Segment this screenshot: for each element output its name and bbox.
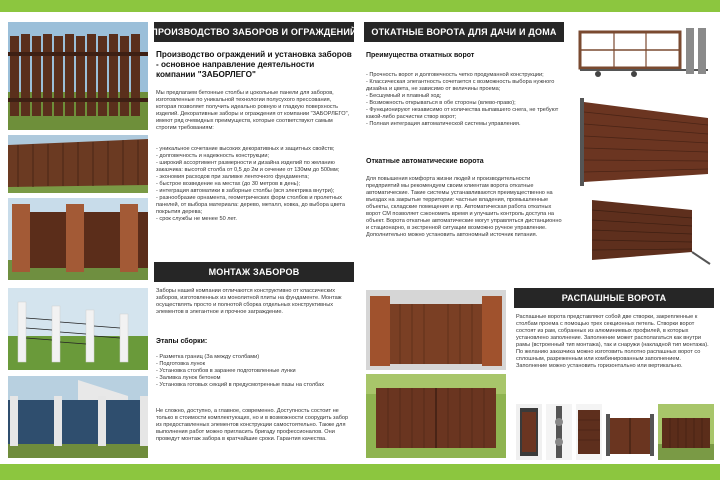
list-item: - широкий ассортимент размерности и дизайна изделий по желанию заказчика: высотой столба от 0,5 до 2м и сечение от 130мм до 500мм; (156, 160, 340, 173)
list-item: - уникальное сочетание высоких декоративных и защитных свойств; (156, 146, 335, 152)
swing-detail-3 (576, 404, 602, 460)
list-item: - Заливка лунок бетоном (156, 375, 221, 381)
list-item: - Подготовка лунок (156, 361, 206, 367)
fences-headline: Производство ограждений и установка заборов - основное направление деятельности компании "ЗАБОРЛЕГО" (156, 50, 352, 79)
list-item: - Полная интеграция автоматической системы управления. (366, 121, 521, 127)
section-title-install: МОНТАЖ ЗАБОРОВ (154, 262, 354, 282)
list-item: - Установка столбов в заранее подготовленные лунки (156, 368, 296, 374)
list-item: - разнообразие орнамента, геометрических форм столбов и пролетных панелей, от выбора материала: дерево, металл, ковка, до выбора цвета покрытия дерева; (156, 195, 346, 215)
list-item: - Бесшумный и плавный ход; (366, 93, 442, 99)
section-title-fences: ПРОИЗВОДСТВО ЗАБОРОВ И ОГРАЖДЕНИЙ (154, 22, 354, 42)
install-intro: Заборы нашей компании отличаются конструктивно от классических заборов, изготовленных из монолитной плиты на фундаменте. Монтаж осуществлять просто и полнотой сборка отдельных конструктивных элементов в элегантное и прочное заграждение. (156, 288, 342, 315)
swing-gate-photo-3 (606, 404, 654, 460)
fences-intro: Мы предлагаем бетонные столбы и цокольные панели для заборов, изготовленные по уникальной технологии полусухого прессования, которая позволяет получить идеально ровную и гладкую поверхность изделий. Декоративные заборы и ограждения от компании "ЗАБОРЛЕГО", имеют ряд очевидных преимуществ, которые соответствуют самым строгим требованиям: (156, 90, 350, 131)
list-item: - Функционируют независимо от количества выпавшего снега, не требуют какой-либо расчистки створ ворот; (366, 107, 559, 120)
photo-wooden-fence (8, 22, 148, 130)
section-title-sliding: ОТКАТНЫЕ ВОРОТА ДЛЯ ДАЧИ И ДОМА (364, 22, 564, 42)
sliding-gate-frame-diagram (574, 22, 714, 84)
photo-brick-fence (8, 198, 148, 280)
swing-gate-photo-4 (658, 404, 714, 460)
swing-detail-1 (516, 404, 542, 460)
list-item: - интеграция автоматики в заборные столбы (вся электрика внутри); (156, 188, 335, 194)
list-item: - Возможность открываться в обе стороны (влево-право); (366, 100, 516, 106)
section-title-swing: РАСПАШНЫЕ ВОРОТА (514, 288, 714, 308)
sliding-auto-heading: Откатные автоматические ворота (366, 158, 484, 165)
list-item: - Прочность ворот и долговечность четко продуманной конструкции; (366, 72, 544, 78)
list-item: - Классическая элегантность сочетается с возможность выбора нужного дизайна и цвета, не зависимо от величины проема; (366, 79, 555, 92)
install-stages-list (156, 354, 352, 389)
sliding-gate-photo (574, 92, 714, 190)
swing-gate-photo-brick (366, 290, 506, 370)
swing-text: Распашные ворота представляют собой две створки, закрепленные к столбам проема с помощью трех секционных петель. Створки ворот состоят из рам, собранных из алюминиевых профилей, в которых установлено заполнение. Заполнение может располагаться как внутри рамы (встроенный тип монтажа), так и снаружи (накладной тип монтажа). По желанию заказчика можно изготовить полотно распашных ворот со сплошным, разреженным или комбинированным заполнением. Заполнение можно установить горизонтально или вертикально. (516, 314, 709, 369)
swing-detail-2 (546, 404, 572, 460)
photo-blue-fence (8, 376, 148, 458)
sliding-advantages-heading: Преимущества откатных ворот (366, 52, 475, 59)
top-green-band (0, 0, 720, 12)
sliding-gate-photo-2 (574, 194, 714, 272)
photo-white-posts (8, 288, 148, 370)
install-stages-heading: Этапы сборки: (156, 338, 208, 345)
bottom-green-band (0, 464, 720, 480)
photo-metal-fence (8, 135, 148, 193)
list-item: - быстрое возведение на местах (до 30 метров в день); (156, 181, 300, 187)
install-outro: Не сложно, доступно, а главное, современно. Доступность состоит не только в стоимости комплектующих, но и в возможности соорудить забор из предоставленных элементов конструкции самостоятельно. Также для выполнения работ можно пригласить бригаду профессионалов. Они проведут монтаж забора в кратчайшие сроки. Гарантия качества. (156, 408, 349, 442)
swing-gate-photo-green (366, 374, 506, 458)
list-item: - экономия расходов при заливке ленточного фундамента; (156, 174, 309, 180)
sliding-auto-text: Для повышения комфорта жизни людей и производительности предприятий мы рекомендуем своим клиентам ворота откатные автоматические. Такие системы устанавливаются преимущественно на въездах на закрытые территории: частные владения, промышленные объекты, складские помещения и пр. Автоматическая работа откатных ворот СМ позволяет сэкономить время и улучшить контроль доступа на объект. Ворота откатные автоматические могут управляться дистанционно и стационарно, в экстренной ситуации возможно ручное управление. Дополнительно можно установить автономный источник питания. (366, 176, 562, 238)
list-item: - Разметка границ (За между столбами) (156, 354, 260, 360)
list-item: - Установка готовых секций в предусмотренные пазы на столбах (156, 382, 325, 388)
fences-benefits-list (156, 146, 352, 223)
list-item: - срок службы не менее 50 лет. (156, 216, 237, 222)
list-item: - долговечность и надежность конструкции; (156, 153, 270, 159)
sliding-advantages-list (366, 72, 562, 128)
